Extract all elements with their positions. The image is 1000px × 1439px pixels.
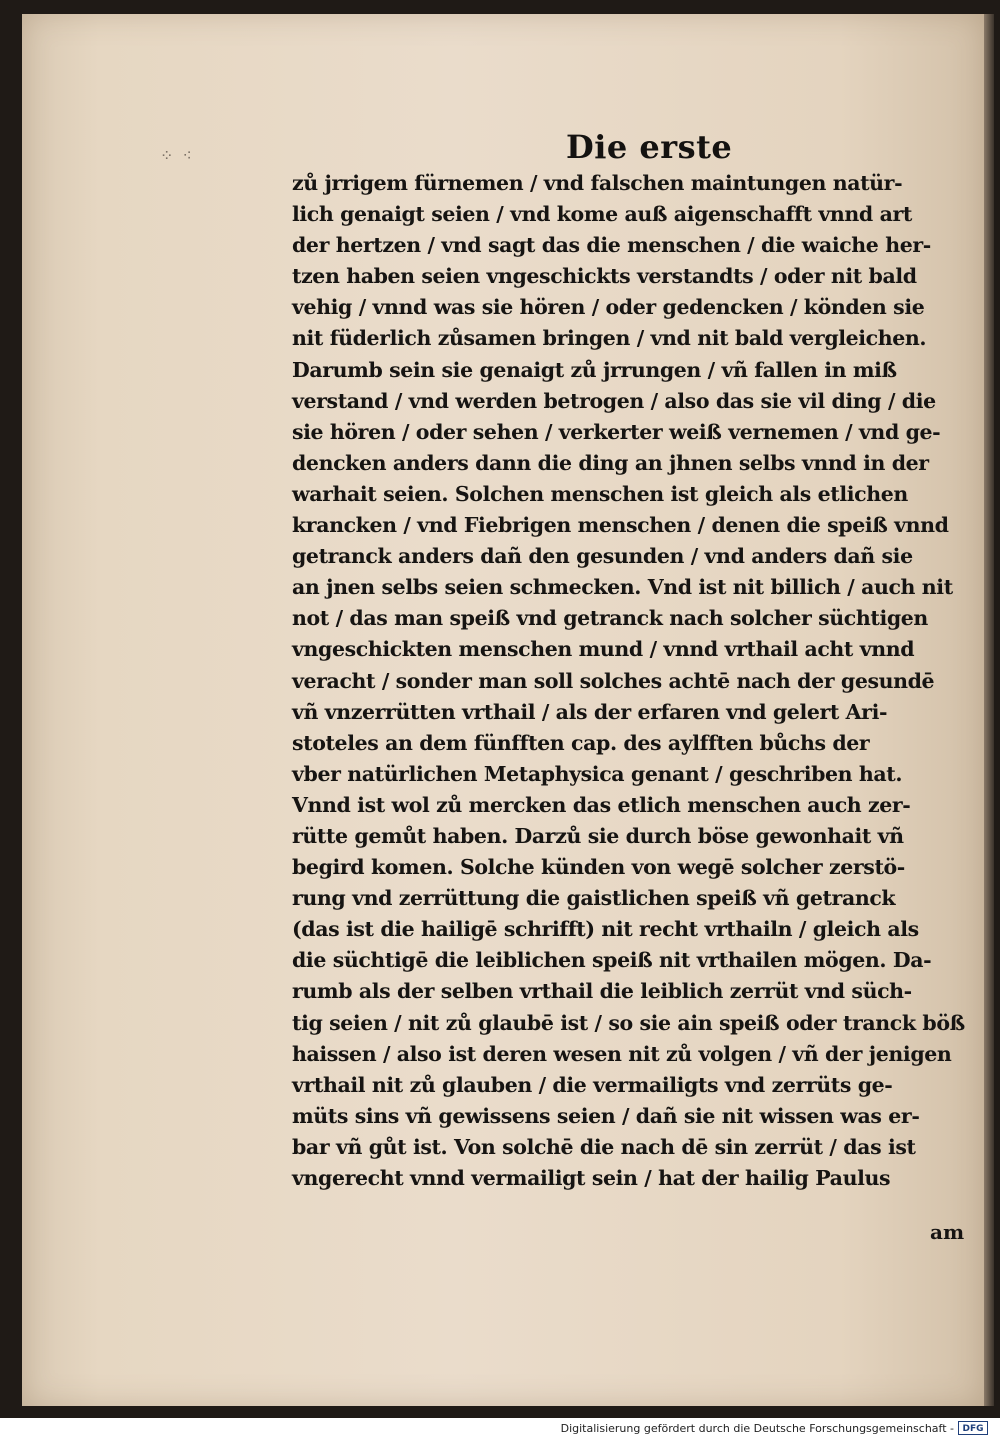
text-line: rumb als der selben vrthail die leiblich zerrüt vnd süch- bbox=[292, 979, 912, 1004]
text-line: Darumb sein sie genaigt zů jrrungen / vñ fallen in miß bbox=[292, 357, 897, 382]
text-line: dencken anders dann die ding an jhnen selbs vnnd in der bbox=[292, 450, 929, 475]
footer bbox=[0, 1418, 1000, 1439]
text-line: vngeschickten menschen mund / vnnd vrthail acht vnnd bbox=[292, 637, 915, 662]
catchword: am bbox=[930, 1220, 965, 1244]
text-line: rung vnd zerrüttung die gaistlichen speiß vñ getranck bbox=[292, 886, 896, 911]
text-line: begird komen. Solche künden von wegē solcher zerstö- bbox=[292, 855, 905, 880]
text-line: veracht / sonder man soll solches achtē nach der gesundē bbox=[292, 668, 935, 693]
margin-marks: ⁘ ⁖ bbox=[160, 146, 194, 165]
funding-credit: Digitalisierung gefördert durch die Deutsche Forschungsgemeinschaft - bbox=[560, 1422, 954, 1435]
dfg-logo: DFG bbox=[958, 1421, 988, 1435]
text-line: haissen / also ist deren wesen nit zů volgen / vñ der jenigen bbox=[292, 1041, 952, 1066]
text-line: nit füderlich zůsamen bringen / vnd nit bald vergleichen. bbox=[292, 326, 927, 351]
running-head: Die erste bbox=[566, 128, 733, 166]
page-edge bbox=[984, 14, 994, 1406]
text-line: stoteles an dem fünfften cap. des aylfften bůchs der bbox=[292, 730, 870, 755]
body-text bbox=[292, 168, 972, 1194]
text-line: vber natürlichen Metaphysica genant / geschriben hat. bbox=[292, 761, 903, 786]
text-line: die süchtigē die leiblichen speiß nit vrthailen mögen. Da- bbox=[292, 948, 932, 973]
text-line: vñ vnzerrütten vrthail / als der erfaren vnd gelert Ari- bbox=[292, 699, 888, 724]
text-line: vrthail nit zů glauben / die vermailigts vnd zerrüts ge- bbox=[292, 1072, 893, 1097]
text-line: vngerecht vnnd vermailigt sein / hat der hailig Paulus bbox=[292, 1166, 891, 1190]
text-line: sie hören / oder sehen / verkerter weiß vernemen / vnd ge- bbox=[292, 419, 941, 444]
text-line: getranck anders dañ den gesunden / vnd anders dañ sie bbox=[292, 544, 913, 569]
text-line: rütte gemůt haben. Darzů sie durch böse gewonhait vñ bbox=[292, 823, 904, 848]
text-line: müts sins vñ gewissens seien / dañ sie nit wissen was er- bbox=[292, 1103, 920, 1128]
text-line: verstand / vnd werden betrogen / also das sie vil ding / die bbox=[292, 388, 936, 413]
text-line: warhait seien. Solchen menschen ist gleich als etlichen bbox=[292, 481, 908, 506]
text-line: tig seien / nit zů glaubē ist / so sie ain speiß oder tranck böß bbox=[292, 1010, 965, 1035]
text-line: zů jrrigem fürnemen / vnd falschen maintungen natür- bbox=[292, 171, 903, 195]
text-line: (das ist die hailigē schrifft) nit recht vrthailn / gleich als bbox=[292, 917, 919, 942]
text-line: vehig / vnnd was sie hören / oder gedencken / könden sie bbox=[292, 295, 925, 320]
text-line: Vnnd ist wol zů mercken das etlich menschen auch zer- bbox=[292, 792, 911, 817]
text-line: tzen haben seien vngeschickts verstandts / oder nit bald bbox=[292, 264, 917, 289]
text-line: krancken / vnd Fiebrigen menschen / denen die speiß vnnd bbox=[292, 513, 949, 538]
text-line: der hertzen / vnd sagt das die menschen / die waiche her- bbox=[292, 233, 931, 258]
text-line: lich genaigt seien / vnd kome auß aigenschafft vnnd art bbox=[292, 202, 912, 227]
text-line: bar vñ gůt ist. Von solchē die nach dē sin zerrüt / das ist bbox=[292, 1134, 916, 1159]
text-line: not / das man speiß vnd getranck nach solcher süchtigen bbox=[292, 606, 928, 631]
text-line: an jnen selbs seien schmecken. Vnd ist nit billich / auch nit bbox=[292, 575, 953, 600]
